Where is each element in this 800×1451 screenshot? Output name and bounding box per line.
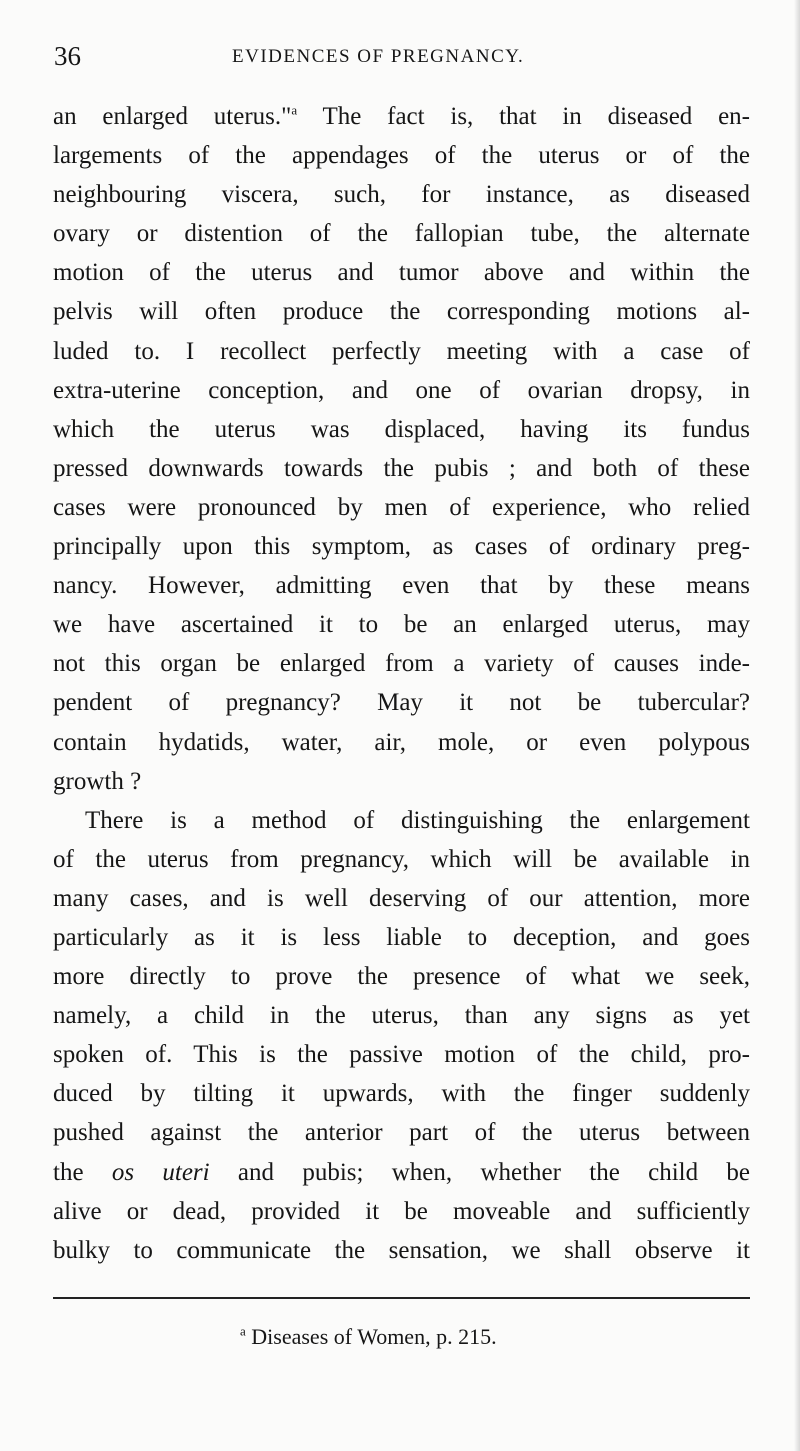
text-line-23: more directly to prove the presence of what we seek, (53, 963, 750, 991)
text-line-6: pelvis will often produce the corresponding motions al- (53, 298, 750, 326)
text-line-28-start: the (53, 1158, 112, 1186)
text-line-16: pendent of pregnancy? May it not be tubercular? (53, 689, 750, 717)
page-edge-shadow (794, 0, 800, 1451)
text-line-1-start: an enlarged uterus." (53, 103, 292, 130)
text-line-1-end: The fact is, that in diseased en- (297, 103, 750, 130)
text-line-17: contain hydatids, water, air, mole, or even polypous (53, 728, 750, 756)
footnote-text: Diseases of Women, p. 215. (245, 1324, 497, 1349)
text-line-1 (53, 97, 750, 136)
text-line-28-end: and pubis; when, whether the child be (237, 1158, 751, 1186)
text-line-4: ovary or distention of the fallopian tube, the alternate (53, 220, 750, 248)
running-head: EVIDENCES OF PREGNANCY. (232, 46, 525, 67)
text-line-21: many cases, and is well deserving of our attention, more (53, 884, 750, 912)
text-line-5: motion of the uterus and tumor above and within the (53, 259, 750, 287)
footnote-rule (53, 1297, 750, 1299)
text-line-25: spoken of. This is the passive motion of the child, pro- (53, 1041, 750, 1069)
text-line-8: extra-uterine conception, and one of ovarian dropsy, in (53, 376, 750, 404)
page-header (54, 36, 750, 76)
body-text (53, 97, 750, 1270)
text-line-18: growth ? (53, 767, 142, 795)
text-line-29: alive or dead, provided it be moveable and sufficiently (53, 1197, 750, 1225)
latin-term: os uteri (111, 1158, 210, 1186)
footnote-reference: a (291, 102, 298, 118)
text-line-9: which the uterus was displaced, having its fundus (53, 415, 750, 443)
footnote-marker: a (240, 1323, 246, 1339)
text-line-28 (53, 1153, 750, 1192)
text-line-26: duced by tilting it upwards, with the finger suddenly (53, 1080, 750, 1108)
text-line-22: particularly as it is less liable to deception, and goes (53, 923, 750, 951)
text-line-30: bulky to communicate the sensation, we shall observe it (53, 1236, 750, 1264)
text-line-7: luded to. I recollect perfectly meeting with a case of (53, 337, 750, 365)
text-line-12: principally upon this symptom, as cases of ordinary preg- (53, 533, 750, 561)
text-line-24: namely, a child in the uterus, than any signs as yet (53, 1002, 750, 1030)
text-line-27: pushed against the anterior part of the uterus between (53, 1119, 750, 1147)
text-line-14: we have ascertained it to be an enlarged uterus, may (53, 611, 750, 639)
text-line-10: pressed downwards towards the pubis ; and both of these (53, 454, 750, 482)
page-number: 36 (54, 41, 81, 71)
text-line-15: not this organ be enlarged from a variety of causes inde- (53, 650, 750, 678)
text-line-20: of the uterus from pregnancy, which will be available in (53, 845, 750, 873)
text-line-19: There is a method of distinguishing the enlargement (85, 806, 750, 834)
text-line-28-space (210, 1159, 238, 1186)
text-line-2: largements of the appendages of the uterus or of the (53, 142, 750, 170)
text-line-11: cases were pronounced by men of experience, who relied (53, 493, 750, 521)
text-line-13: nancy. However, admitting even that by these means (53, 572, 750, 600)
text-line-3: neighbouring viscera, such, for instance, as diseased (53, 181, 750, 209)
footnote (240, 1322, 497, 1352)
